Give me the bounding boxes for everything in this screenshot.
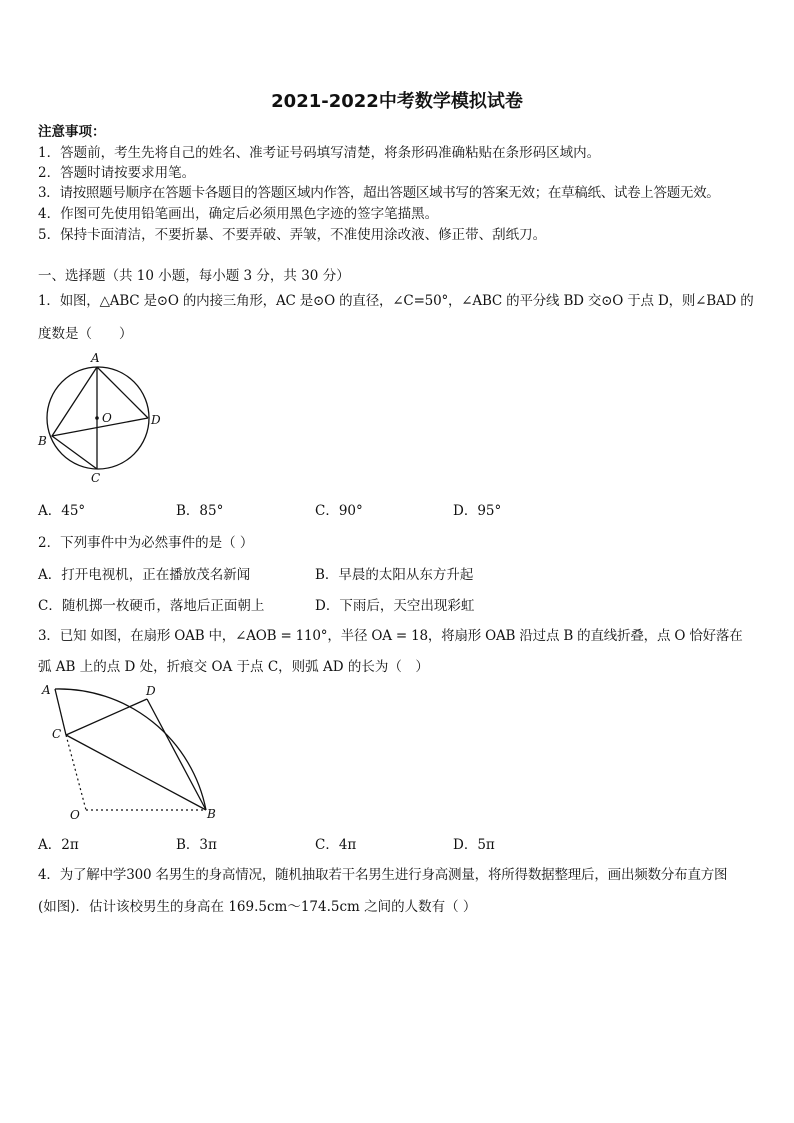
q3-segment-db: [147, 699, 206, 810]
exam-title: 2021-2022中考数学模拟试卷: [271, 91, 523, 112]
q3-stem-line1: 3．已知 如图，在扇形 OAB 中，∠AOB = 110°，半径 OA = 18，将扇形 OAB 沿过点 B 的直线折叠，点 O 恰好落在: [38, 628, 743, 644]
q3-label-a: A: [42, 683, 51, 697]
q1-label-d: D: [151, 413, 161, 427]
q1-label-o: O: [102, 411, 112, 425]
q2-stem: 2．下列事件中为必然事件的是（ ）: [38, 535, 254, 551]
q3-label-o: O: [70, 808, 80, 822]
q1-stem-line1: 1．如图，△ABC 是⊙O 的内接三角形，AC 是⊙O 的直径，∠C=50°，∠ABC 的平分线 BD 交⊙O 于点 D，则∠BAD 的: [38, 293, 754, 309]
q3-segment-co-dashed: [66, 735, 86, 810]
q3-option-a[interactable]: A．2π: [38, 837, 79, 853]
q4-stem-line2: (如图)．估计该校男生的身高在 169.5cm～174.5cm 之间的人数有（ ）: [38, 899, 477, 915]
q1-option-c[interactable]: C．90°: [315, 503, 363, 519]
notice-item-4: 4．作图可先使用铅笔画出，确定后必须用黑色字迹的签字笔描黑。: [38, 206, 439, 222]
q1-option-a[interactable]: A．45°: [38, 503, 86, 519]
notice-item-3: 3．请按照题号顺序在答题卡各题目的答题区域内作答，超出答题区域书写的答案无效；在草稿纸、试卷上答题无效。: [38, 185, 720, 201]
section-heading: 一、选择题（共 10 小题，每小题 3 分，共 30 分）: [38, 268, 350, 284]
q3-arc-ab: [55, 689, 206, 810]
q3-option-d[interactable]: D．5π: [453, 837, 495, 853]
q2-option-b[interactable]: B．早晨的太阳从东方升起: [315, 567, 474, 583]
notice-item-1: 1．答题前，考生先将自己的姓名、准考证号码填写清楚，将条形码准确粘贴在条形码区域内。: [38, 145, 601, 161]
q2-option-c[interactable]: C．随机掷一枚硬币，落地后正面朝上: [38, 598, 265, 614]
q1-circle-figure: [32, 348, 162, 488]
notice-item-5: 5．保持卡面清洁，不要折暴、不要弄破、弄皱，不准使用涂改液、修正带、刮纸刀。: [38, 227, 547, 243]
q3-segment-cb: [66, 735, 206, 810]
q3-option-b[interactable]: B．3π: [176, 837, 217, 853]
q3-sector-figure: [36, 678, 226, 823]
q1-option-d[interactable]: D．95°: [453, 503, 502, 519]
q3-option-c[interactable]: C．4π: [315, 837, 357, 853]
q3-segment-cd: [66, 699, 147, 735]
q1-label-c: C: [91, 471, 101, 485]
q1-stem-line2: 度数是（ ）: [38, 326, 133, 342]
q1-triangle-sides: [52, 367, 97, 469]
notice-item-2: 2．答题时请按要求用笔。: [38, 165, 196, 181]
q3-stem-line2: 弧 AB 上的点 D 处，折痕交 OA 于点 C，则弧 AD 的长为（ ）: [38, 659, 429, 675]
notice-heading: 注意事项：: [38, 124, 106, 140]
q1-line-bd: [52, 418, 148, 436]
q3-label-c: C: [52, 727, 62, 741]
q1-center-dot: [95, 416, 99, 420]
q2-option-d[interactable]: D．下雨后，天空出现彩虹: [315, 598, 475, 614]
q3-label-b: B: [207, 807, 216, 821]
q2-option-a[interactable]: A．打开电视机，正在播放茂名新闻: [38, 567, 251, 583]
q3-label-d: D: [146, 684, 156, 698]
q1-label-a: A: [91, 351, 100, 365]
q1-option-b[interactable]: B．85°: [176, 503, 224, 519]
q1-label-b: B: [38, 434, 47, 448]
q4-stem-line1: 4．为了解中学300 名男生的身高情况，随机抽取若干名男生进行身高测量，将所得数据整理后，画出频数分布直方图: [38, 867, 728, 883]
